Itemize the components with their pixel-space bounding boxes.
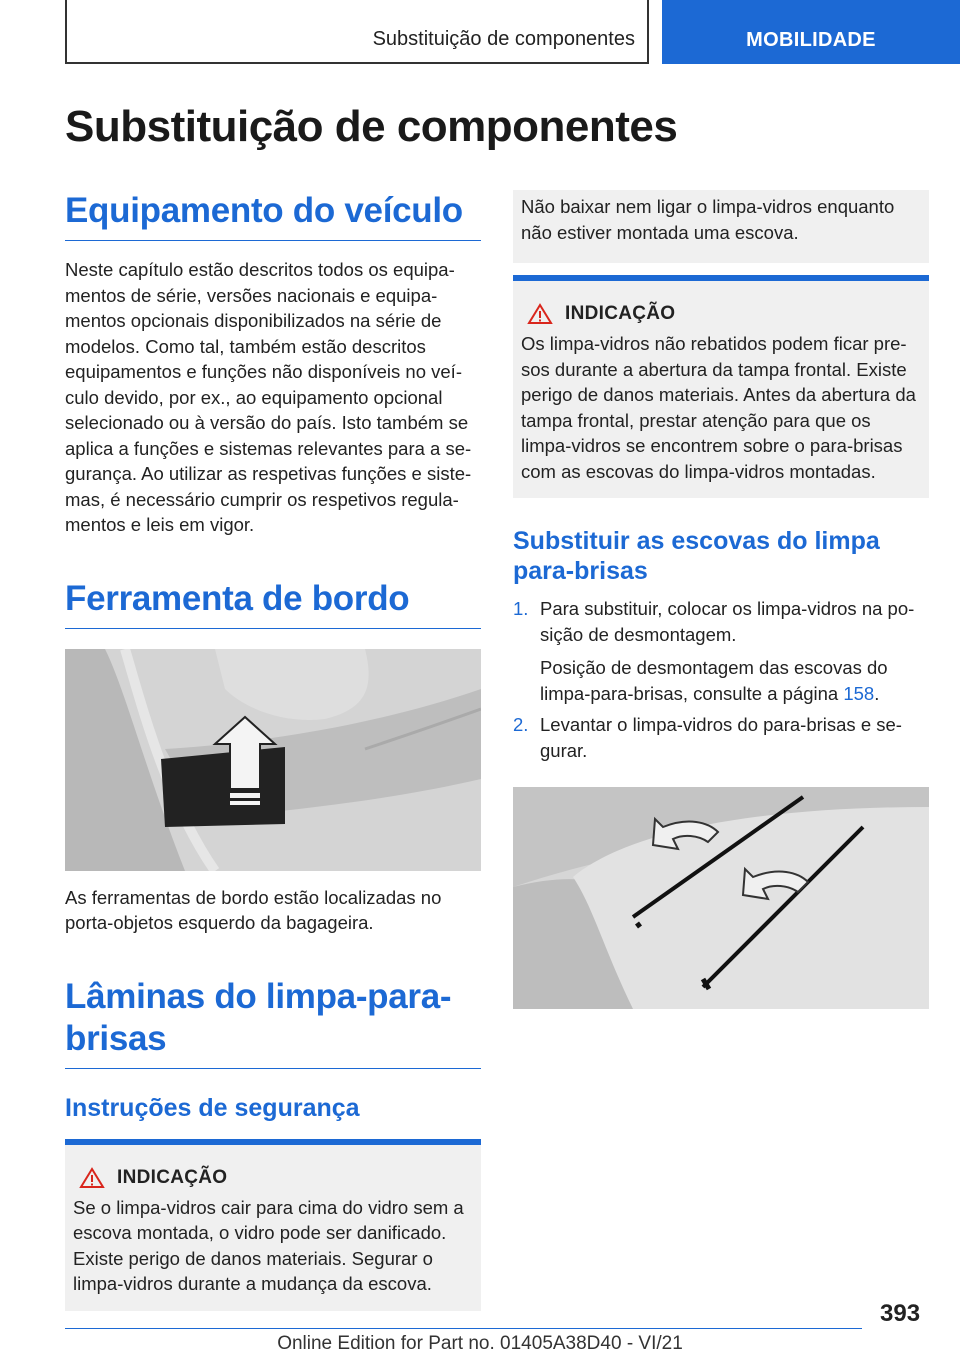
safety-note-2 bbox=[513, 275, 929, 498]
header-section-box bbox=[65, 0, 649, 64]
warning-triangle-icon bbox=[79, 1167, 105, 1189]
windshield-wiper-photo bbox=[513, 787, 929, 1009]
list-item bbox=[513, 712, 929, 763]
left-column bbox=[65, 190, 481, 1311]
right-column bbox=[513, 190, 929, 1009]
note-text: Os limpa-vidros não rebatidos podem ficar pre-sos durante a abertura da tampa frontal. Existe perigo de danos materiais. Antes da abertura da tampa frontal, prestar atenção para que os limpa-vidros se encontrem sobre o para-brisas com as escovas do limpa-vidros montadas. bbox=[521, 333, 916, 482]
equipment-text: Neste capítulo estão descritos todos os equipa-mentos de série, versões nacionais e equipa-mentos opcionais disponibilizados na série de modelos. Como tal, também estão descritos equipamentos e funções não disponíveis no veí-culo devido, por ex., ao equipamento opcional selecionado ou à versão do país. Isto também se aplica a funções e sistemas relevantes para a se-gurança. Ao utilizar as respetivas funções e siste-mas, é necessário cumprir os respetivos regula-mentos e leis em vigor. bbox=[65, 259, 472, 535]
step-number: 1. bbox=[513, 598, 529, 619]
warning-triangle-icon bbox=[527, 303, 553, 325]
onboard-tools-text: As ferramentas de bordo estão localizadas no porta-objetos esquerdo da bagageira. bbox=[65, 886, 442, 933]
step-number: 2. bbox=[513, 714, 529, 735]
list-item bbox=[513, 596, 929, 706]
header-chapter-label: MOBILIDADE bbox=[746, 29, 876, 51]
steps-list bbox=[513, 596, 929, 763]
note-text-continued: Não baixar nem ligar o limpa-vidros enquanto não estiver montada uma escova. bbox=[521, 196, 895, 243]
note-text: Se o limpa-vidros cair para cima do vidro sem a escova montada, o vidro pode ser danificado. Existe perigo de danos materiais. Segurar o limpa-vidros durante a mudança da escova. bbox=[73, 1196, 464, 1294]
subsection-title-replace-blades: Substituir as escovas do limpa para-brisas bbox=[513, 527, 880, 585]
header-chapter-tab[interactable] bbox=[662, 0, 960, 64]
step-text: Levantar o limpa-vidros do para-brisas e se-gurar. bbox=[540, 714, 902, 761]
safety-note-1-continued bbox=[513, 190, 929, 263]
trunk-compartment-photo bbox=[65, 649, 481, 871]
section-title-equipment: Equipamento do veículo bbox=[65, 190, 481, 241]
page-title: Substituição de componentes bbox=[65, 102, 678, 151]
step-subtext: Posição de desmontagem das escovas do limpa-para-brisas, consulte a página 158. bbox=[540, 657, 888, 704]
header-section-title: Substituição de componentes bbox=[372, 28, 635, 50]
step-text: Para substituir, colocar os limpa-vidros na po-sição de desmontagem. bbox=[540, 598, 915, 645]
footer-divider bbox=[65, 1328, 862, 1329]
safety-note-1 bbox=[65, 1139, 481, 1311]
page-number: 393 bbox=[880, 1300, 921, 1327]
section-title-onboard-tools: Ferramenta de bordo bbox=[65, 578, 481, 629]
note-heading: INDICAÇÃO bbox=[117, 1166, 228, 1188]
footer-edition: Online Edition for Part no. 01405A38D40 - VI/21 bbox=[277, 1333, 683, 1354]
note-heading: INDICAÇÃO bbox=[565, 303, 676, 324]
page-link[interactable]: 158 bbox=[843, 682, 875, 704]
section-title-wiper-blades: Lâminas do limpa-para-brisas bbox=[65, 976, 481, 1069]
subsection-title-safety: Instruções de segurança bbox=[65, 1093, 360, 1122]
